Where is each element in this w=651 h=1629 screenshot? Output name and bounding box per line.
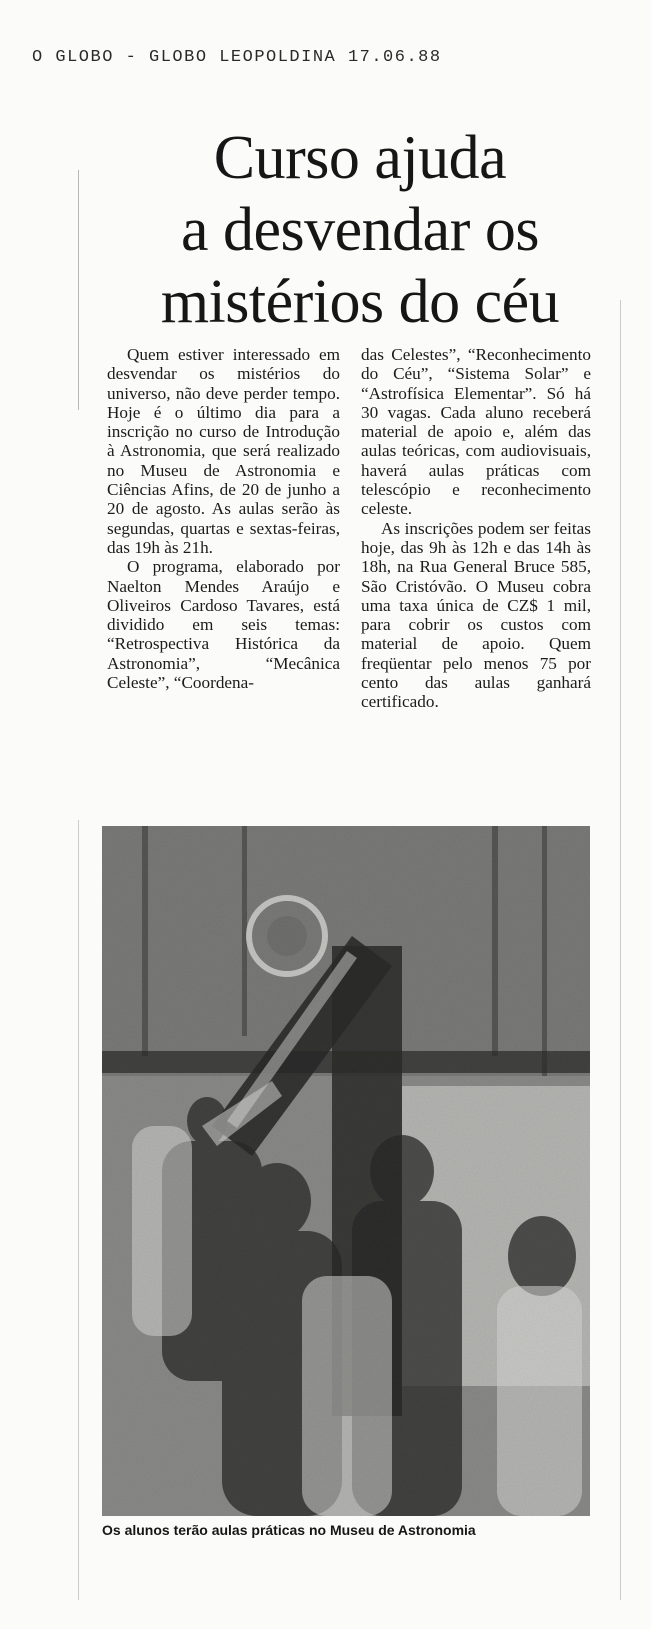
article-paragraph: O programa, elaborado por Naelton Mendes Araújo e Oliveiros Cardoso Tavares, está dividido em seis temas: “Retrospectiva Histórica da Astronomia”, “Mecânica Celeste”, “Coordena-: [107, 557, 340, 693]
telescope-photo-illustration: [102, 826, 590, 1516]
headline: [100, 122, 620, 338]
article-column-right: [361, 345, 591, 712]
headline-line-2: a desvendar os: [181, 196, 539, 264]
cut-edge-mark: [78, 170, 79, 410]
cut-edge-mark: [620, 300, 621, 1600]
article-paragraph: As inscrições podem ser feitas hoje, das 9h às 12h e das 14h às 18h, na Rua General Bruce 585, São Cristóvão. O Museu cobra uma taxa única de CZ$ 1 mil, para cobrir os custos com material de apoio. Quem freqüentar pelo menos 75 por cento das aulas ganhará certificado.: [361, 518, 591, 712]
article-paragraph: das Celestes”, “Reconhecimento do Céu”, “Sistema Solar” e “Astrofísica Elementar”. Só há 30 vagas. Cada aluno receberá material de apoio e, além das aulas teóricas, com audiovisuais, haverá aulas práticas com telescópio e reconhecimento celeste.: [361, 345, 591, 519]
article-column-left: [107, 345, 340, 692]
cut-edge-mark: [78, 820, 79, 1600]
headline-line-3: mistérios do céu: [160, 268, 560, 336]
source-header: O GLOBO - GLOBO LEOPOLDINA 17.06.88: [32, 48, 442, 67]
headline-line-1: Curso ajuda: [213, 124, 507, 192]
article-paragraph: Quem estiver interessado em desvendar os mistérios do universo, não deve perder tempo. Hoje é o último dia para a inscrição no curso de Introdução à Astronomia, que será realizado no Museu de Astronomia e Ciências Afins, de 20 de junho a 20 de agosto. As aulas serão às segundas, quartas e sextas-feiras, das 19h às 21h.: [107, 345, 340, 557]
photo-caption: Os alunos terão aulas práticas no Museu de Astronomia: [102, 1522, 476, 1538]
news-photo: [102, 826, 590, 1516]
